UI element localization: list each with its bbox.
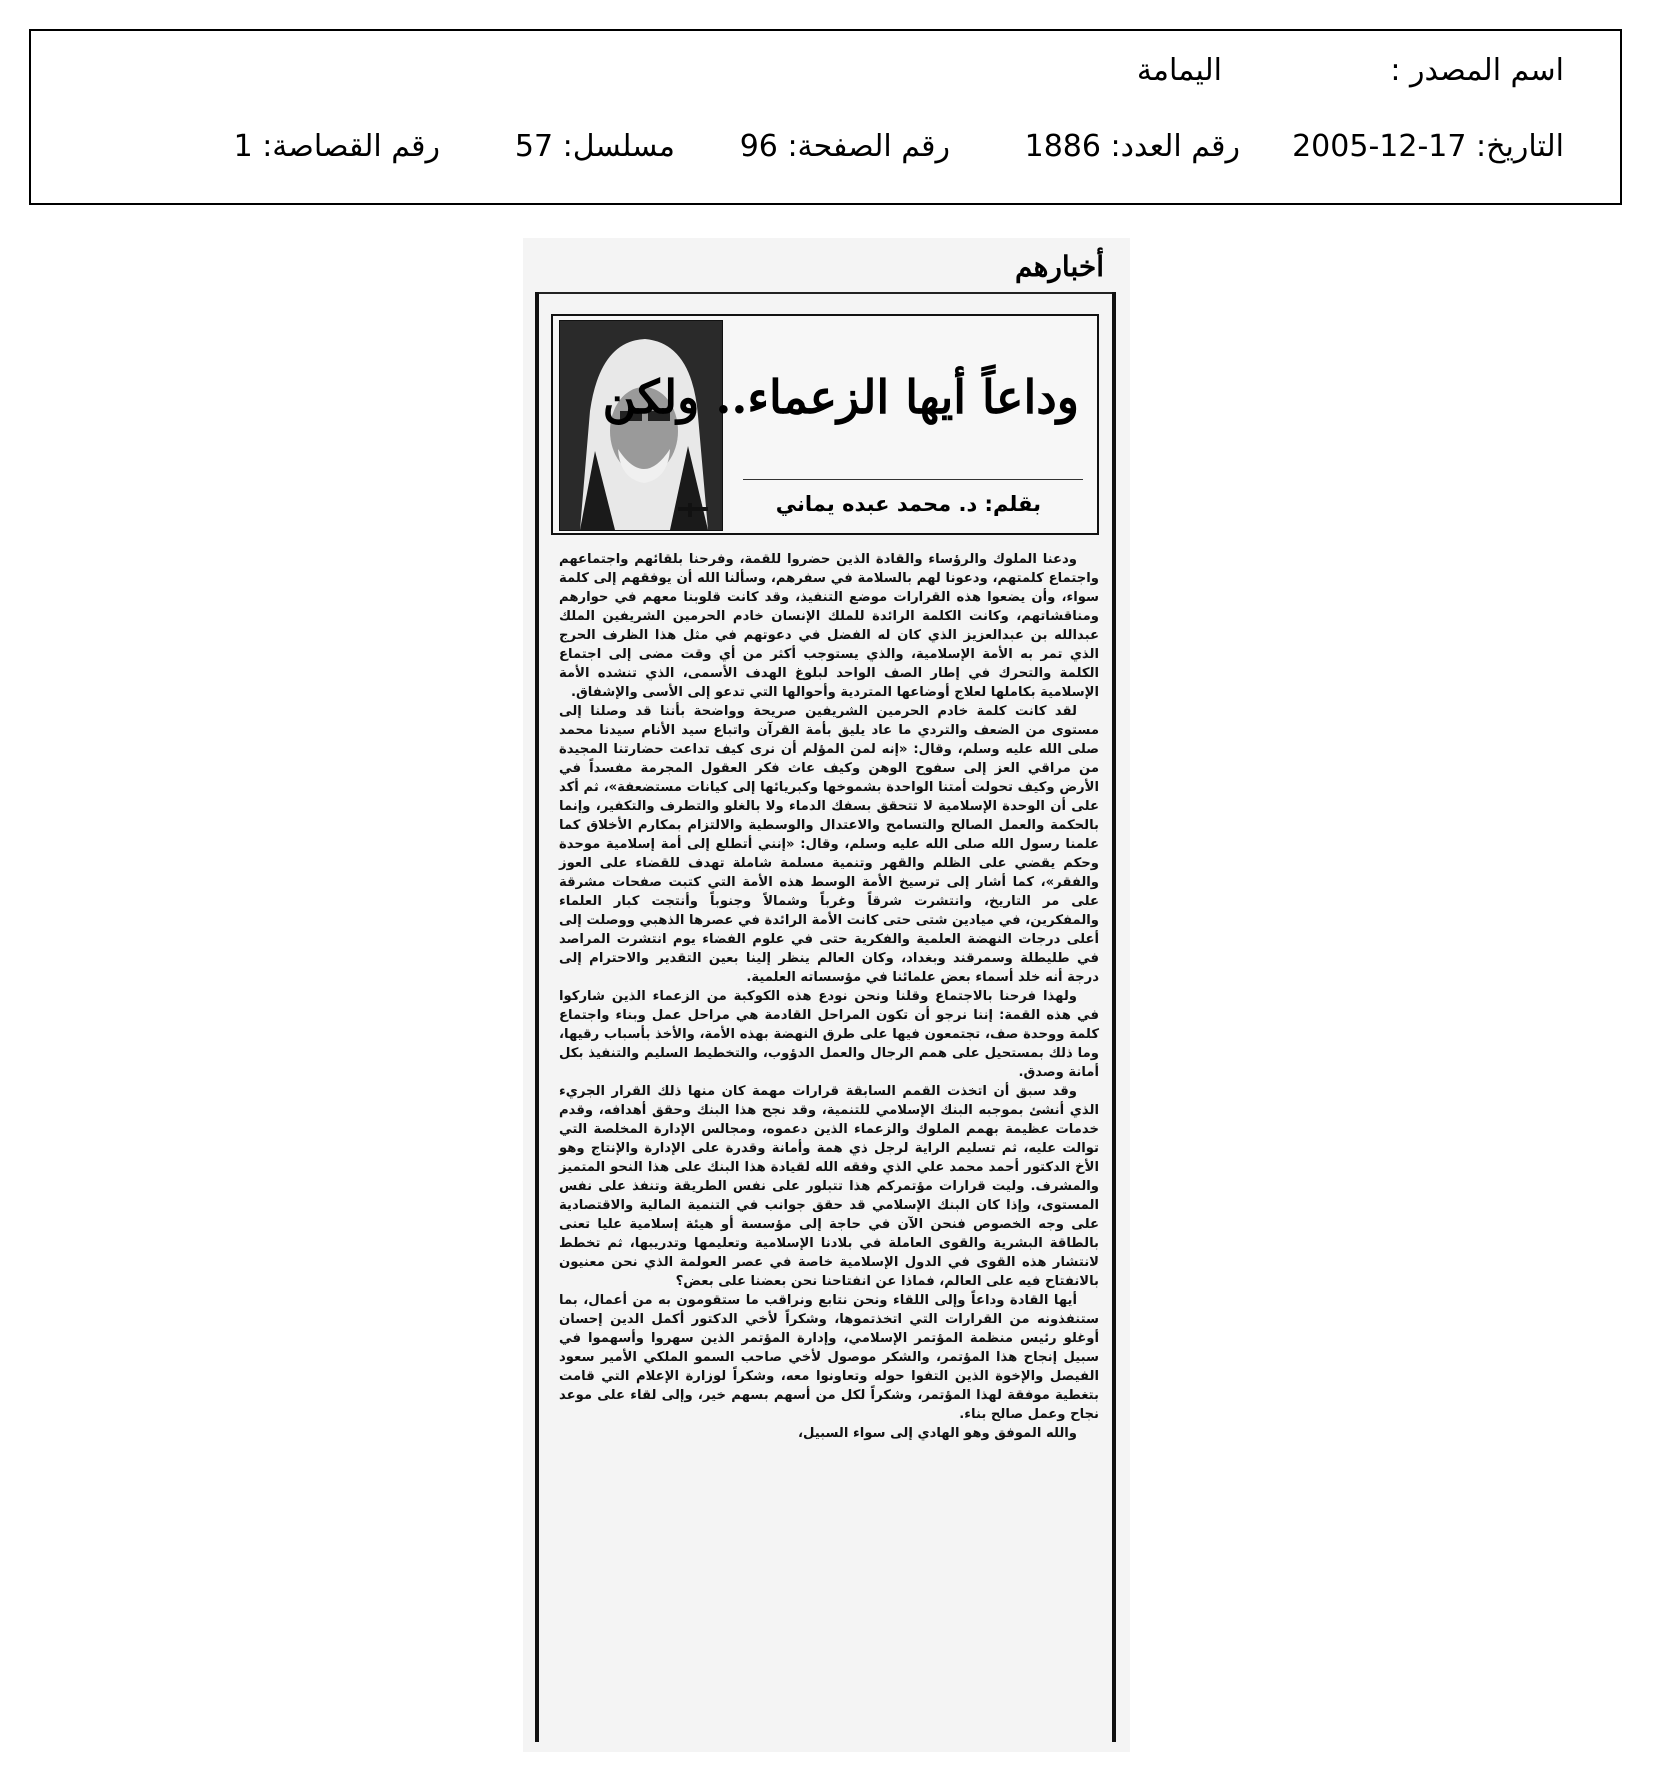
author-photo [559, 320, 723, 531]
article-paragraph: أيها القادة وداعاً وإلى اللقاء ونحن نتابع ونراقب ما ستقومون به من أعمال، بما ستنفذونه من القرارات التي اتخذتموها، وشكراً لأخي الدكتور أكمل الدين إحسان أوغلو رئيس منظمة المؤتمر الإسلامي، وإدارة المؤتمر الذين سهروا وأسهموا في سبيل إنجاح هذا المؤتمر، والشكر موصول لأخي صاحب السمو الملكي الأمير سعود الفيصل والإخوة الذين التفوا حوله وتعاونوا معه، وشكراً لوزارة الإعلام التي قامت بتغطية موفقة لهذا المؤتمر، وشكراً لكل من أسهم بسهم خير، وإلى لقاء على موعد نجاح وعمل صالح بناء. [559, 1293, 1099, 1422]
section-divider [539, 292, 1112, 294]
right-column-rule [1112, 292, 1116, 1742]
issue-number-field: رقم العدد: 1886 [1024, 129, 1240, 164]
article-body [559, 550, 1099, 1738]
byline-divider [743, 479, 1083, 480]
newspaper-clipping [523, 238, 1130, 1752]
article-paragraph: ودعنا الملوك والرؤساء والقادة الذين حضروا للقمة، وفرحنا بلقائهم واجتماعهم واجتماع كلمتهم، ودعونا لهم بالسلامة في سفرهم، وسألنا الله أن يوفقهم إلى كلمة سواء، وأن يضعوا هذه القرارات موضع التنفيذ، وقد كانت قلوبنا معهم في حوارهم ومناقشاتهم، وكانت الكلمة الرائدة للملك الإنسان خادم الحرمين الشريفين الملك عبدالله بن عبدالعزيز الذي كان له الفضل في دعوتهم في مثل هذا الظرف الحرج الذي تمر به الأمة الإسلامية، والذي يستوجب أكثر من أي وقت مضى إلى اجتماع الكلمة والتحرك في إطار الصف الواحد لبلوغ الهدف الأسمى، الذي تنشده الأمة الإسلامية بكاملها لعلاج أوضاعها المتردية وأحوالها التي تدعو إلى الأسى والإشفاق. [559, 552, 1099, 700]
date-field: التاريخ: 17-12-2005 [1292, 129, 1564, 164]
clipping-metadata-box [29, 29, 1622, 205]
article-paragraph: والله الموفق وهو الهادي إلى سواء السبيل، [797, 1426, 1077, 1441]
article-paragraph: ولهذا فرحنا بالاجتماع وقلنا ونحن نودع هذه الكوكبة من الزعماء الذين شاركوا في هذه القمة: إننا نرجو أن تكون المراحل القادمة هي مراحل عمل وبناء واجتماع كلمة ووحدة صف، تجتمعون فيها على طرق النهضة بهذه الأمة، والأخذ بأسباب رقيها، وما ذلك بمستحيل على همم الرجال والعمل الدؤوب، والتخطيط السليم والتنفيذ بكل أمانة وصدق. [559, 989, 1099, 1080]
article-header-box [551, 314, 1099, 535]
clip-number-field: رقم القصاصة: 1 [233, 129, 440, 164]
page-number-field: رقم الصفحة: 96 [739, 129, 950, 164]
left-column-rule [535, 292, 539, 1742]
headline: وداعاً أيها الزعماء.. ولكن [602, 370, 1079, 424]
serial-field: مسلسل: 57 [514, 129, 675, 164]
article-paragraph: لقد كانت كلمة خادم الحرمين الشريفين صريحة وواضحة بأننا قد وصلنا إلى مستوى من الضعف والتردي ما عاد يليق بأمة القرآن واتباع سيد الأنام سيدنا محمد صلى الله عليه وسلم، وقال: «إنه لمن المؤلم أن نرى كيف تداعت حضارتنا المجيدة من مراقي العز إلى سفوح الوهن وكيف عاث فكر العقول المجرمة مفسداً في الأرض وكيف تحولت أمتنا الواحدة بشموخها وكبريائها إلى كيانات مستضعفة»، ثم أكد على أن الوحدة الإسلامية لا تتحقق بسفك الدماء ولا بالغلو والتطرف والتكفير، وإنما بالحكمة والعمل الصالح والتسامح والاعتدال والوسطية والالتزام بمكارم الأخلاق كما علمنا رسول الله صلى الله عليه وسلم، وقال: «إنني أتطلع إلى أمة إسلامية موحدة وحكم يقضي على الظلم والقهر وتنمية مسلمة شاملة تهدف للقضاء على العوز والفقر»، كما أشار إلى ترسيخ الأمة الوسط هذه الأمة التي كتبت صفحات مشرقة على مر التاريخ، وانتشرت شرقاً وغرباً وشمالاً وجنوباً وأنتجت كبار العلماء والمفكرين، في ميادين شتى حتى كانت الأمة الرائدة في عصرها الذهبي ووصلت إلى أعلى درجات النهضة العلمية والفكرية حتى في علوم الفضاء يوم انتشرت المراصد في طليطلة وسمرقند وبغداد، وكان العالم ينظر إلينا بعين التقدير والاحترام إلى درجة أنه خلد أسماء بعض علمائنا في مؤسساته العلمية. [559, 704, 1099, 985]
source-value: اليمامة [1136, 53, 1222, 88]
byline: بقلم: د. محمد عبده يماني [775, 492, 1041, 516]
article-paragraph: وقد سبق أن اتخذت القمم السابقة قرارات مهمة كان منها ذلك القرار الجريء الذي أنشئ بموجبه البنك الإسلامي للتنمية، وقد نجح هذا البنك وحقق أهدافه، وقدم خدمات عظيمة بهمم الملوك والزعماء الذين دعموه، ومجالس الإدارة المخلصة التي توالت عليه، ثم تسليم الراية لرجل ذي همة وأمانة وقدرة على الإدارة والإنتاج وهو الأخ الدكتور أحمد محمد علي الذي وفقه الله لقيادة هذا البنك على هذا النحو المتميز والمشرف. وليت قرارات مؤتمركم هذا تتبلور على نفس الطريقة وتنفذ على نفس المستوى، وإذا كان البنك الإسلامي قد حقق جوانب في التنمية المالية والاقتصادية على وجه الخصوص فنحن الآن في حاجة إلى مؤسسة أو هيئة إسلامية عليا تعنى بالطاقة البشرية والقوى العاملة في بلادنا الإسلامية وتعليمها وتدريبها، ثم تخطط لانتشار هذه القوى في الدول الإسلامية خاصة في عصر العولمة الذي نحن معنيون بالانفتاح فيه على العالم، فماذا عن انفتاحنا نحن بعضنا على بعض؟ [559, 1084, 1099, 1289]
source-label: اسم المصدر : [1390, 53, 1564, 88]
section-label: أخبارهم [1015, 250, 1104, 283]
